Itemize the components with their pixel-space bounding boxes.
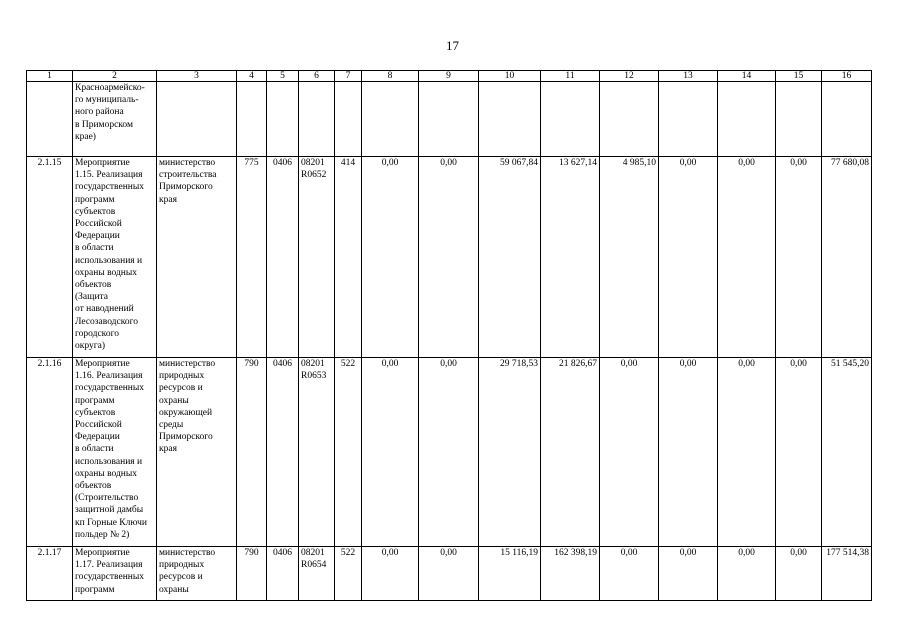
cell-col11: 21 826,67 [541,358,600,547]
cell-col5: 0406 [267,358,299,547]
column-number: 1 [27,71,73,82]
cell-col16: 51 545,20 [822,358,872,547]
column-number: 9 [419,71,479,82]
cell-col8: 0,00 [362,358,419,547]
cell-col14: 0,00 [718,547,776,601]
activity-name: Красноармейско- го муниципаль- ного района в Приморском крае) [73,82,157,157]
cell-col7: 522 [335,547,362,601]
cell-col15: 0,00 [776,358,822,547]
budget-table [26,70,872,601]
activity-name: Мероприятие 1.17. Реализация государственных программ [75,548,145,595]
cell-col12: 4 985,10 [600,157,659,358]
column-number: 8 [362,71,419,82]
cell-col5: 0406 [267,157,299,358]
cell-col6: 08201 R0654 [299,547,335,601]
column-number: 2 [73,71,157,82]
cell-col7: 414 [335,157,362,358]
cell-col10: 29 718,53 [479,358,541,547]
cell-col11: 13 627,14 [541,157,600,358]
cell-col13: 0,00 [659,157,718,358]
table-row [27,358,872,547]
column-number: 15 [776,71,822,82]
cell-col14: 0,00 [718,358,776,547]
cell-col9: 0,00 [419,358,479,547]
cell-col15: 0,00 [776,157,822,358]
table-row-continuation [27,82,872,157]
column-number: 4 [237,71,267,82]
cell-col12: 0,00 [600,358,659,547]
cell-col13: 0,00 [659,358,718,547]
cell-col12: 0,00 [600,547,659,601]
cell-col16: 77 680,08 [822,157,872,358]
cell-col4: 790 [237,547,267,601]
activity-name: Мероприятие 1.16. Реализация государственных программ субъектов Российской Федерации в области использования и охраны водных объектов (Строительство защитной дамбы кп Горные Ключи польдер № 2) [73,358,157,547]
row-number: 2.1.17 [27,547,73,601]
column-number-row [27,71,872,82]
page-number: 17 [446,38,459,53]
table-row [27,547,872,601]
column-number: 11 [541,71,600,82]
executor: министерство природных ресурсов и охраны [159,548,216,595]
cell-col8: 0,00 [362,157,419,358]
cell-col9: 0,00 [419,547,479,601]
cell-col10: 15 116,19 [479,547,541,601]
cell-col16: 177 514,38 [822,547,872,601]
column-number: 7 [335,71,362,82]
cell-col6: 08201 R0653 [299,358,335,547]
cell-col6: 08201 R0652 [299,157,335,358]
column-number: 3 [157,71,237,82]
cell-col4: 775 [237,157,267,358]
cell-col7: 522 [335,358,362,547]
column-number: 12 [600,71,659,82]
cell-col13: 0,00 [659,547,718,601]
row-number: 2.1.16 [27,358,73,547]
column-number: 10 [479,71,541,82]
cell-col4: 790 [237,358,267,547]
activity-name: Мероприятие 1.15. Реализация государственных программ субъектов Российской Федерации в области использования и охраны водных объектов (Защита от наводнений Лесозаводского городского округа) [73,157,157,358]
cell-col9: 0,00 [419,157,479,358]
cell-col10: 59 067,84 [479,157,541,358]
column-number: 13 [659,71,718,82]
table-row [27,157,872,358]
cell-col5: 0406 [267,547,299,601]
executor: министерство природных ресурсов и охраны окружающей среды Приморского края [157,358,237,547]
column-number: 14 [718,71,776,82]
cell-col14: 0,00 [718,157,776,358]
column-number: 6 [299,71,335,82]
cell-col15: 0,00 [776,547,822,601]
cell-col8: 0,00 [362,547,419,601]
executor: министерство строительства Приморского края [157,157,237,358]
cell-col11: 162 398,19 [541,547,600,601]
row-number: 2.1.15 [27,157,73,358]
column-number: 16 [822,71,872,82]
column-number: 5 [267,71,299,82]
